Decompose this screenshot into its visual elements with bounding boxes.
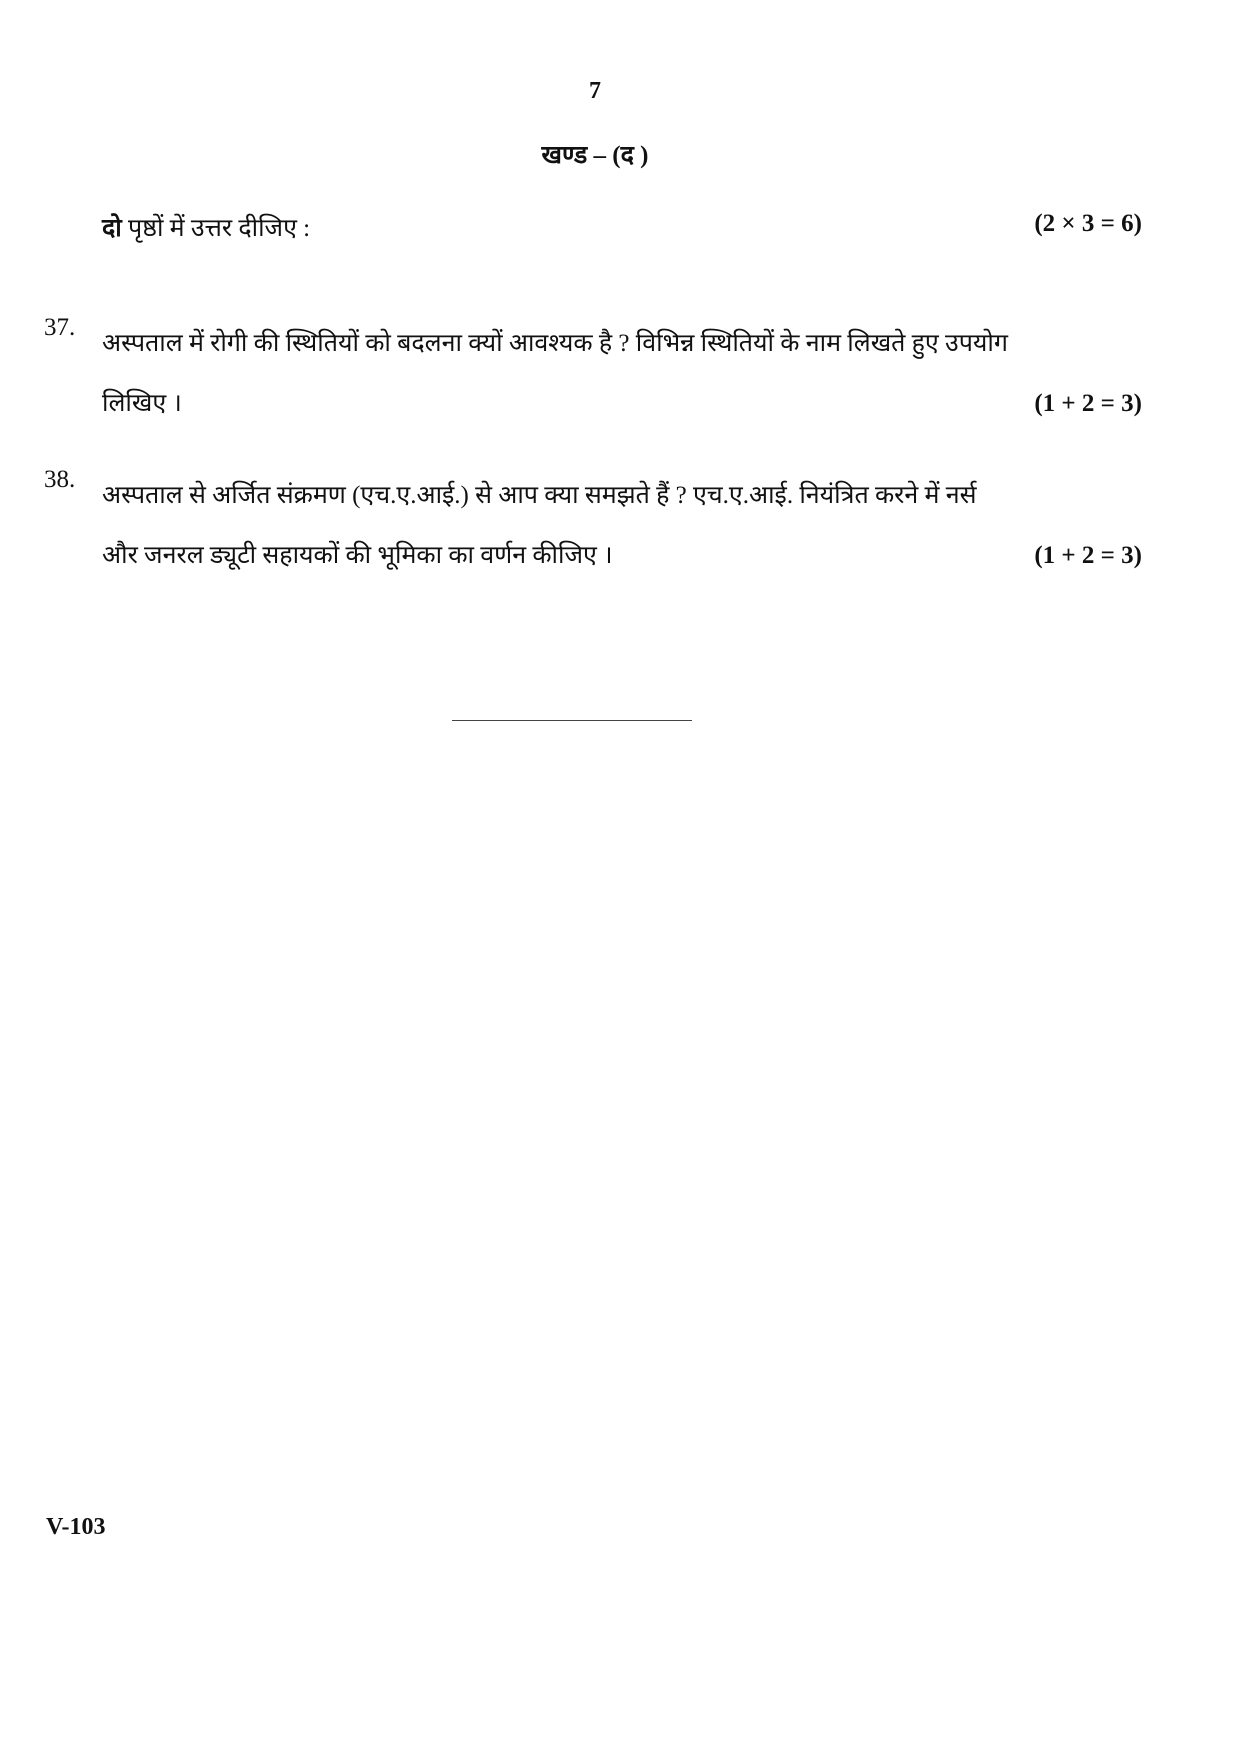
question-line: और जनरल ड्यूटी सहायकों की भूमिका का वर्णन कीजिए । [102,542,613,569]
question-line: लिखिए । [102,390,182,417]
instruction-emphasis: दो [102,215,122,242]
question-marks: (1 + 2 = 3) [1034,390,1142,417]
question-text [102,466,1142,586]
section-instructions [102,210,1142,244]
question-line: अस्पताल से अर्जित संक्रमण (एच.ए.आई.) से आप क्या समझते हैं ? एच.ए.आई. नियंत्रित करने में नर्स [102,482,977,509]
question-number: 37. [44,314,76,341]
question-text [102,314,1142,434]
question-number: 38. [44,466,76,493]
page-number: 7 [589,78,601,104]
question-marks: (1 + 2 = 3) [1034,542,1142,569]
section-marks: (2 × 3 = 6) [1034,210,1142,237]
question-38 [44,466,1142,586]
question-line: अस्पताल में रोगी की स्थितियों को बदलना क्यों आवश्यक है ? विभिन्न स्थितियों के नाम लिखते हुए उपयोग [102,330,1008,357]
end-of-paper-rule [452,720,692,721]
paper-code: V-103 [46,1514,106,1540]
section-title: खण्ड – (द ) [541,142,649,169]
question-37 [44,314,1142,434]
instruction-text: पृष्ठों में उत्तर दीजिए : [121,215,311,242]
